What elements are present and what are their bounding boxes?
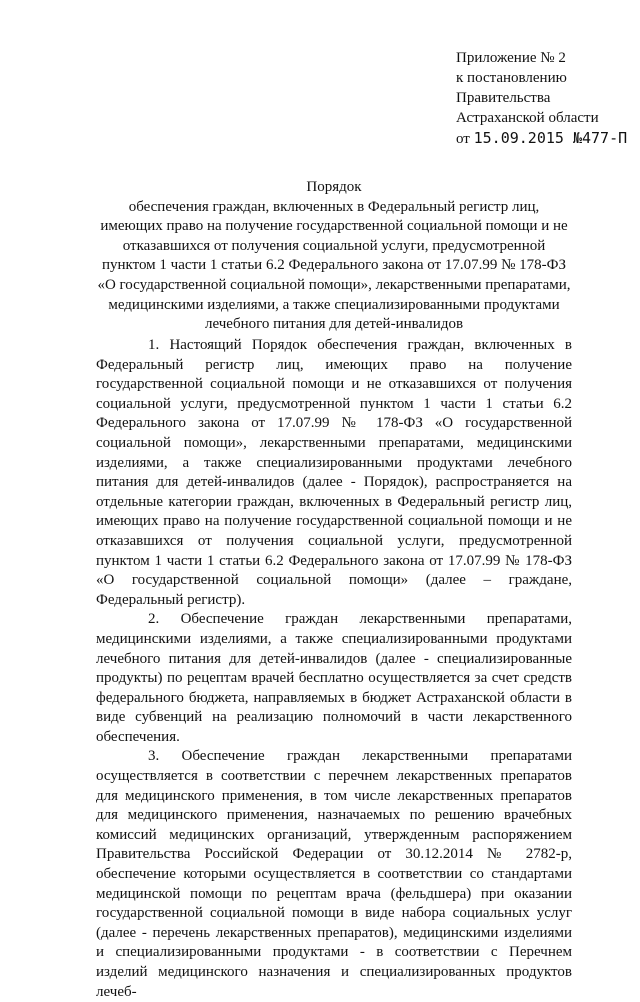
appendix-authority: Правительства: [456, 90, 551, 106]
appendix-number: Приложение № 2: [456, 50, 566, 66]
title-heading: Порядок: [306, 179, 362, 195]
paragraph-1: 1. Настоящий Порядок обеспечения граждан, включенных в Федеральный регистр лиц, имеющих право на получение государственной социальной помощи и не отказавшихся от получения социальной услуги, предусмотренной пунктом 1 части 1 статьи 6.2 Федерального закона от 17.07.99 № 178-ФЗ «О государственной социальной помощи», лекарственными препаратами, медицинскими изделиями, а также специализированными продуктами лечебного питания для детей-инвалидов (далее - Порядок), распространяется на отдельные категории граждан, включенных в Федеральный регистр лиц, имеющих право на получение государственной социальной помощи и не отказавшихся от получения социальной услуги, предусмотренной пунктом 1 части 1 статьи 6.2 Федерального закона от 17.07.99 № 178-ФЗ «О государственной социальной помощи» (далее – граждане, Федеральный регистр).: [96, 337, 572, 608]
appendix-date-line: [456, 128, 627, 149]
document-body: [96, 336, 572, 1002]
appendix-date-prefix: от: [456, 131, 470, 147]
paragraph-3: 3. Обеспечение граждан лекарственными препаратами осуществляется в соответствии с перечнем лекарственных препаратов для медицинского применения, в том числе лекарственных препаратов для медицинского применения, назначаемых по решению врачебных комиссий медицинских организаций, утвержденным распоряжением Правительства Российской Федерации от 30.12.2014 № 2782-р, обеспечение которыми осуществляется в соответствии со стандартами медицинской помощи по рецептам врача (фельдшера) при оказании государственной социальной помощи в виде набора социальных услуг (далее - перечень лекарственных препаратов), медицинскими изделиями и специализированными продуктами - в соответствии с Перечнем изделий медицинского назначения и специализированных продуктов лечеб-: [96, 748, 572, 1000]
appendix-region: Астраханской области: [456, 110, 599, 126]
appendix-date: 15.09.2015 №477-П: [473, 129, 628, 147]
appendix-reference: к постановлению: [456, 70, 567, 86]
appendix-header: [456, 48, 627, 149]
document-title: [96, 178, 572, 335]
paragraph-2: 2. Обеспечение граждан лекарственными препаратами, медицинскими изделиями, а также специализированными продуктами лечебного питания для детей-инвалидов (далее - специализированные продукты) по рецептам врачей бесплатно осуществляется за счет средств федерального бюджета, направляемых в бюджет Астраханской области в виде субвенций на реализацию полномочий в части лекарственного обеспечения.: [96, 611, 572, 745]
title-text: обеспечения граждан, включенных в Федеральный регистр лиц, имеющих право на получение государственной социальной помощи и не отказавшихся от получения социальной услуги, предусмотренной пунктом 1 части 1 статьи 6.2 Федерального закона от 17.07.99 № 178-ФЗ «О государственной социальной помощи», лекарственными препаратами, медицинскими изделиями, а также специализированными продуктами лечебного питания для детей-инвалидов: [97, 198, 571, 333]
